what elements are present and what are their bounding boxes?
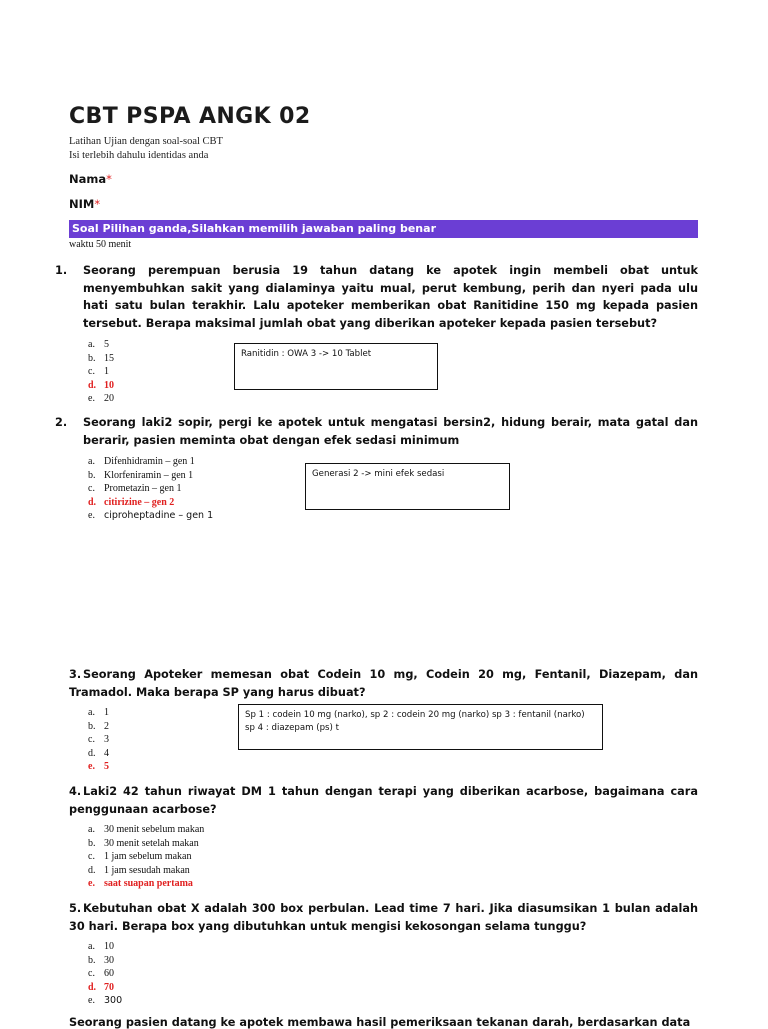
- question-number: 1.: [55, 264, 68, 277]
- question-text: Seorang Apoteker memesan obat Codein 10 mg, Codein 20 mg, Fentanil, Diazepam, dan Tramadol. Maka berapa SP yang harus dibuat?: [69, 668, 698, 699]
- option-text: Difenhidramin – gen 1: [104, 456, 195, 467]
- option-label: a.: [88, 339, 95, 350]
- question-1: [55, 262, 698, 332]
- option-text: 60: [104, 968, 114, 979]
- required-mark: *: [94, 197, 101, 211]
- question-text: Laki2 42 tahun riwayat DM 1 tahun dengan terapi yang diberikan acarbose, bagaimana cara penggunaan acarbose?: [69, 785, 698, 816]
- question-2: [55, 414, 698, 449]
- option-label: d.: [88, 864, 96, 876]
- section-header-bar: Soal Pilihan ganda,Silahkan memilih jawaban paling benar: [69, 220, 698, 238]
- option-item[interactable]: [88, 940, 122, 954]
- option-text: 30 menit sebelum makan: [104, 824, 205, 835]
- question-3-options: [88, 706, 109, 774]
- time-limit-text: waktu 50 menit: [69, 239, 132, 250]
- option-item[interactable]: [88, 981, 122, 995]
- option-text: 1: [104, 707, 109, 718]
- option-item[interactable]: [88, 864, 204, 878]
- nim-field-label: [69, 197, 100, 211]
- option-text: 2: [104, 720, 109, 732]
- option-text: 3: [104, 734, 109, 745]
- option-text: ciproheptadine – gen 1: [104, 510, 214, 521]
- option-label: a.: [88, 456, 95, 467]
- option-label: d.: [88, 496, 97, 508]
- next-question-cut-off: Seorang pasien datang ke apotek membawa hasil pemeriksaan tekanan darah, berdasarkan data: [69, 1016, 691, 1029]
- intro-line-1: Latihan Ujian dengan soal-soal CBT: [69, 136, 223, 147]
- question-2-options: [88, 455, 213, 523]
- option-text: 30: [104, 954, 114, 966]
- option-item[interactable]: [88, 994, 122, 1008]
- question-number: 5.: [69, 902, 82, 915]
- name-field-label: [69, 172, 112, 186]
- option-item[interactable]: [88, 720, 109, 734]
- option-item[interactable]: [88, 496, 213, 510]
- required-mark: *: [106, 172, 112, 186]
- option-label: e.: [88, 510, 95, 521]
- option-item[interactable]: [88, 365, 114, 379]
- option-item[interactable]: [88, 877, 204, 891]
- option-text: Klorfeniramin – gen 1: [104, 469, 194, 481]
- question-number: 2.: [55, 416, 68, 429]
- question-text: Kebutuhan obat X adalah 300 box perbulan. Lead time 7 hari. Jika diasumsikan 1 bulan adalah 30 hari. Berapa box yang dibutuhkan untuk mengisi kekosongan selama tunggu?: [69, 902, 698, 933]
- option-label: e.: [88, 761, 95, 772]
- question-number: 4.: [69, 785, 82, 798]
- option-text: 15: [104, 352, 114, 364]
- option-label: c.: [88, 968, 95, 979]
- option-text: 5: [104, 339, 109, 350]
- option-label: c.: [88, 734, 95, 745]
- question-2-note-box: Generasi 2 -> mini efek sedasi: [305, 463, 510, 510]
- question-text: Seorang perempuan berusia 19 tahun datang ke apotek ingin membeli obat untuk menyembuhkan sakit yang dialaminya yaitu mual, perut kembung, perih dan nyeri pada ulu hati satu bulan terakhir. Lalu apoteker memberikan obat Ranitidine 150 mg kepada pasien tersebut. Berapa maksimal jumlah obat yang diberikan apoteker kepada pasien tersebut?: [83, 264, 698, 330]
- option-label: a.: [88, 707, 95, 718]
- option-label: b.: [88, 469, 96, 481]
- option-label: b.: [88, 720, 96, 732]
- option-label: b.: [88, 352, 96, 364]
- question-4: [69, 783, 698, 818]
- option-item[interactable]: [88, 747, 109, 761]
- option-text: citirizine – gen 2: [104, 496, 175, 508]
- option-text: 10: [104, 941, 114, 952]
- page-title: CBT PSPA ANGK 02: [69, 104, 311, 129]
- option-text: saat suapan pertama: [104, 878, 193, 889]
- option-text: 5: [104, 761, 109, 772]
- option-item[interactable]: [88, 509, 213, 523]
- question-5-options: [88, 940, 122, 1008]
- option-label: c.: [88, 851, 95, 862]
- question-5: [69, 900, 698, 935]
- option-item[interactable]: [88, 760, 109, 774]
- option-item[interactable]: [88, 469, 213, 483]
- option-text: 300: [104, 995, 123, 1006]
- option-text: 1: [104, 366, 109, 377]
- option-item[interactable]: [88, 392, 114, 406]
- question-number: 3.: [69, 668, 82, 681]
- nim-label-text: NIM: [69, 197, 95, 211]
- option-label: a.: [88, 824, 95, 835]
- question-3: [69, 666, 698, 701]
- option-item[interactable]: [88, 954, 122, 968]
- option-item[interactable]: [88, 455, 213, 469]
- question-4-options: [88, 823, 204, 891]
- option-label: d.: [88, 981, 97, 993]
- option-item[interactable]: [88, 706, 109, 720]
- option-item[interactable]: [88, 338, 114, 352]
- question-1-note-box: Ranitidin : OWA 3 -> 10 Tablet: [234, 343, 438, 390]
- option-text: 30 menit setelah makan: [104, 837, 199, 849]
- option-item[interactable]: [88, 850, 204, 864]
- option-text: 1 jam sesudah makan: [104, 864, 190, 876]
- option-label: c.: [88, 366, 95, 377]
- option-item[interactable]: [88, 482, 213, 496]
- option-label: e.: [88, 393, 95, 404]
- option-text: 4: [104, 747, 109, 759]
- question-1-options: [88, 338, 114, 406]
- option-label: b.: [88, 837, 96, 849]
- option-text: 10: [104, 379, 114, 391]
- option-label: e.: [88, 878, 95, 889]
- option-text: 70: [104, 981, 114, 993]
- option-text: 20: [104, 393, 114, 404]
- option-label: e.: [88, 995, 95, 1006]
- option-label: b.: [88, 954, 96, 966]
- option-item[interactable]: [88, 967, 122, 981]
- option-item[interactable]: [88, 837, 204, 851]
- question-3-note-box: Sp 1 : codein 10 mg (narko), sp 2 : codein 20 mg (narko) sp 3 : fentanil (narko) sp 4 : diazepam (ps) t: [238, 704, 603, 750]
- option-item[interactable]: [88, 823, 204, 837]
- intro-line-2: Isi terlebih dahulu identidas anda: [69, 150, 209, 161]
- option-label: c.: [88, 483, 95, 494]
- name-label-text: Nama: [69, 172, 107, 186]
- option-text: Prometazin – gen 1: [104, 483, 182, 494]
- question-text: Seorang laki2 sopir, pergi ke apotek untuk mengatasi bersin2, hidung berair, mata gatal dan berarir, pasien meminta obat dengan efek sedasi minimum: [83, 416, 698, 447]
- option-item[interactable]: [88, 352, 114, 366]
- option-label: d.: [88, 379, 97, 391]
- option-item[interactable]: [88, 733, 109, 747]
- option-label: a.: [88, 941, 95, 952]
- option-item[interactable]: [88, 379, 114, 393]
- option-label: d.: [88, 747, 96, 759]
- option-text: 1 jam sebelum makan: [104, 851, 192, 862]
